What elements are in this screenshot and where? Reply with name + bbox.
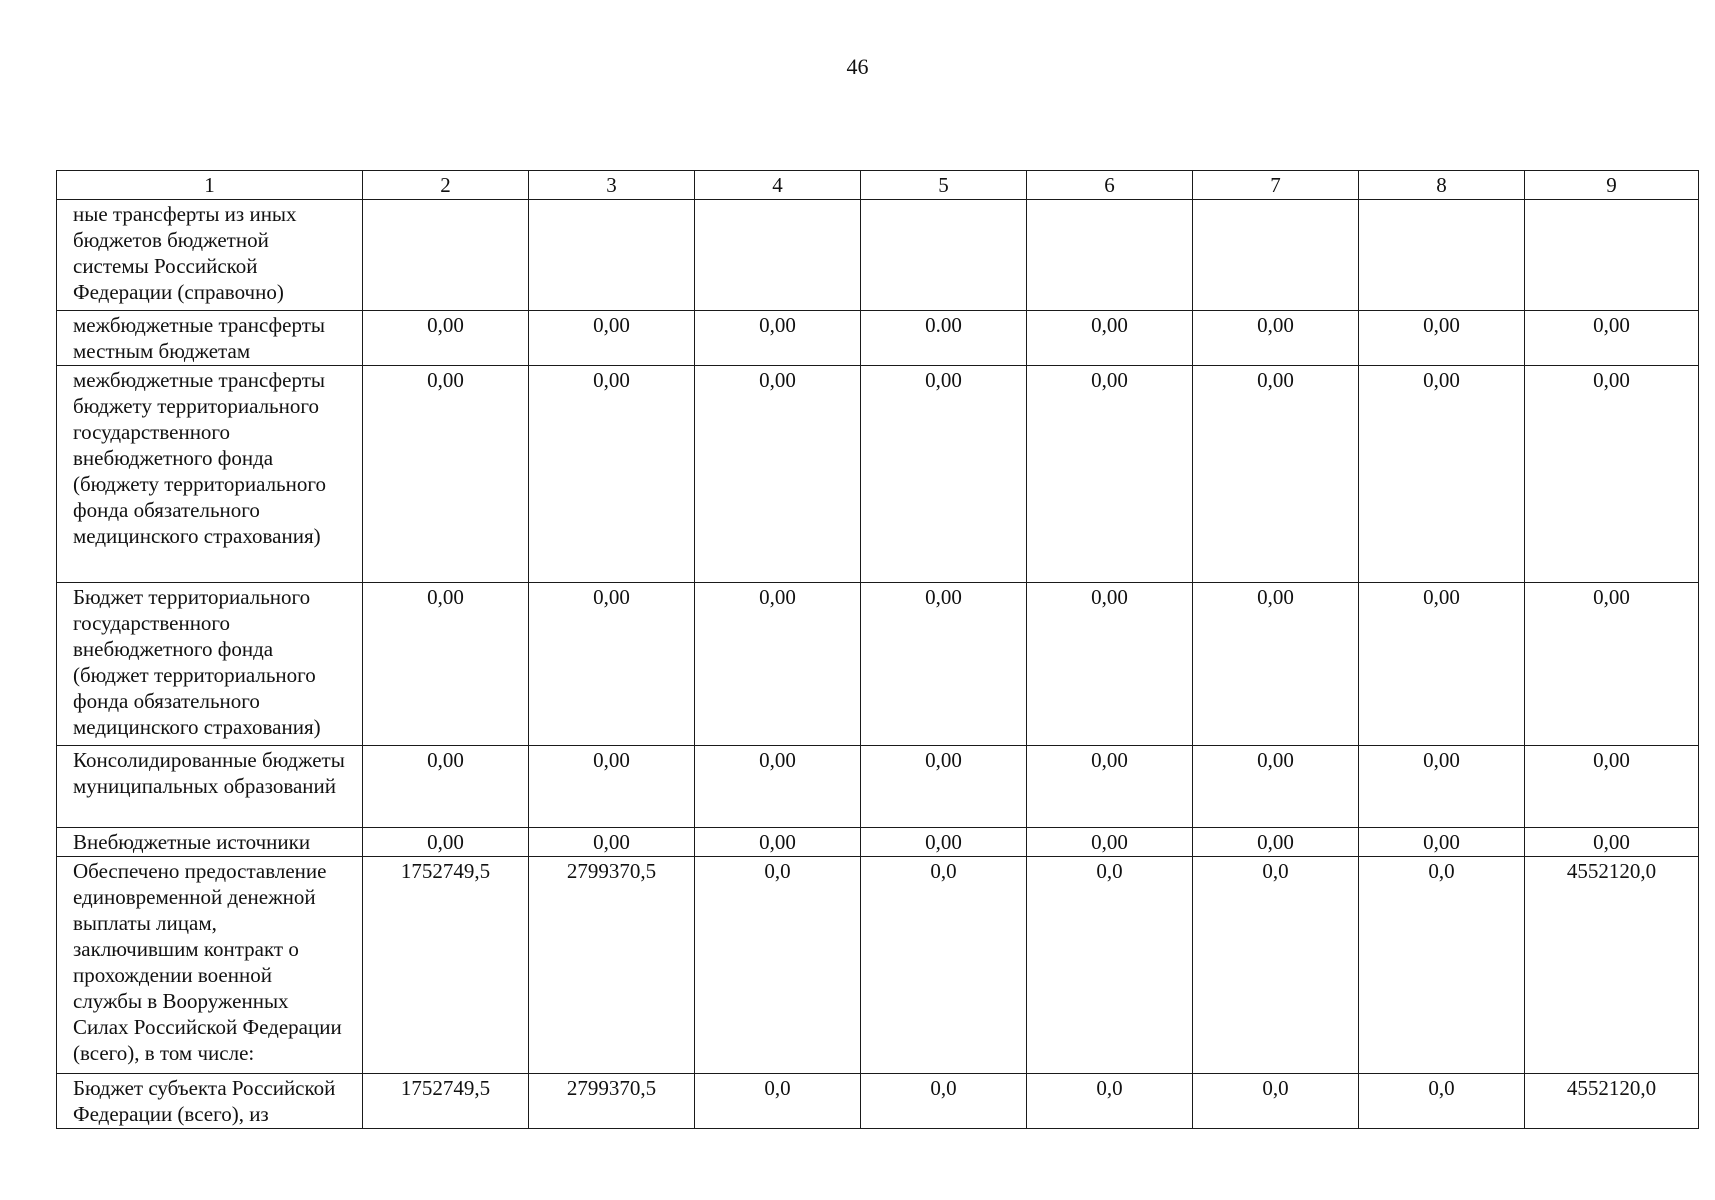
cell-value: 0,00: [529, 583, 695, 746]
cell-value: 0,0: [1359, 1074, 1525, 1129]
cell-value: 0,00: [1193, 746, 1359, 828]
cell-value: 0,00: [1027, 583, 1193, 746]
cell-value: 0,00: [1359, 583, 1525, 746]
cell-value: 0,00: [529, 828, 695, 857]
cell-value: 0,00: [1525, 828, 1699, 857]
cell-value: 0,00: [1359, 366, 1525, 583]
column-header: 4: [695, 171, 861, 200]
table-row: [57, 583, 1699, 746]
cell-value: 0,0: [1359, 857, 1525, 1074]
row-label: Обеспечено предоставление единовременной денежной выплаты лицам, заключившим контракт о прохождении военной службы в Вооруженных Силах Российской Федерации (всего), в том числе:: [57, 857, 363, 1074]
cell-value: 0,00: [695, 746, 861, 828]
cell-value: 0,0: [1193, 857, 1359, 1074]
cell-value: 0,00: [861, 366, 1027, 583]
cell-value: 0,00: [1193, 311, 1359, 366]
cell-value: 0,00: [861, 583, 1027, 746]
cell-value: 0,00: [1193, 366, 1359, 583]
cell-value: 0,00: [1525, 366, 1699, 583]
table-row: [57, 746, 1699, 828]
cell-value: 0,00: [529, 746, 695, 828]
cell-value: 0,00: [363, 311, 529, 366]
table-row: [57, 828, 1699, 857]
table-row: [57, 366, 1699, 583]
row-label: межбюджетные трансферты местным бюджетам: [57, 311, 363, 366]
cell-value: 0,00: [363, 583, 529, 746]
table-row: [57, 857, 1699, 1074]
cell-value: 0,00: [1525, 583, 1699, 746]
cell-value: [363, 200, 529, 311]
cell-value: 0,00: [1359, 746, 1525, 828]
cell-value: 0,00: [363, 366, 529, 583]
cell-value: 0,00: [1193, 583, 1359, 746]
cell-value: 0,0: [861, 1074, 1027, 1129]
row-label: межбюджетные трансферты бюджету территориального государственного внебюджетного фонда (бюджету территориального фонда обязательного медицинского страхования): [57, 366, 363, 583]
cell-value: [1193, 200, 1359, 311]
cell-value: 0.00: [861, 311, 1027, 366]
cell-value: [1525, 200, 1699, 311]
row-label: Бюджет субъекта Российской Федерации (всего), из: [57, 1074, 363, 1129]
page-number: 46: [846, 54, 869, 79]
cell-value: 0,00: [1525, 746, 1699, 828]
cell-value: 4552120,0: [1525, 1074, 1699, 1129]
cell-value: [861, 200, 1027, 311]
cell-value: 2799370,5: [529, 1074, 695, 1129]
cell-value: [1359, 200, 1525, 311]
column-header: 5: [861, 171, 1027, 200]
column-header: 1: [57, 171, 363, 200]
cell-value: 0,00: [1525, 311, 1699, 366]
table-row: [57, 311, 1699, 366]
cell-value: [695, 200, 861, 311]
cell-value: 0,00: [529, 366, 695, 583]
cell-value: 0,0: [695, 1074, 861, 1129]
table-row: [57, 200, 1699, 311]
column-header: 7: [1193, 171, 1359, 200]
cell-value: 0,00: [1027, 746, 1193, 828]
cell-value: 0,0: [695, 857, 861, 1074]
cell-value: 0,0: [1193, 1074, 1359, 1129]
cell-value: 0,00: [861, 828, 1027, 857]
cell-value: 0,00: [1359, 311, 1525, 366]
cell-value: 0,00: [1027, 366, 1193, 583]
row-label: Бюджет территориального государственного внебюджетного фонда (бюджет территориального фонда обязательного медицинского страхования): [57, 583, 363, 746]
cell-value: 1752749,5: [363, 1074, 529, 1129]
header-row: [57, 171, 1699, 200]
cell-value: [529, 200, 695, 311]
column-header: 6: [1027, 171, 1193, 200]
cell-value: 1752749,5: [363, 857, 529, 1074]
cell-value: 0,00: [363, 828, 529, 857]
row-label: Консолидированные бюджеты муниципальных образований: [57, 746, 363, 828]
cell-value: 0,00: [1027, 311, 1193, 366]
cell-value: 0,00: [529, 311, 695, 366]
budget-table: [56, 170, 1699, 1129]
cell-value: 0,00: [695, 583, 861, 746]
cell-value: 0,0: [1027, 857, 1193, 1074]
column-header: 9: [1525, 171, 1699, 200]
cell-value: 0,00: [363, 746, 529, 828]
cell-value: 0,00: [695, 311, 861, 366]
cell-value: 0,0: [861, 857, 1027, 1074]
cell-value: 4552120,0: [1525, 857, 1699, 1074]
table-row: [57, 1074, 1699, 1129]
cell-value: 0,0: [1027, 1074, 1193, 1129]
cell-value: 0,00: [695, 366, 861, 583]
row-label: ные трансферты из иных бюджетов бюджетной системы Российской Федерации (справочно): [57, 200, 363, 311]
cell-value: [1027, 200, 1193, 311]
column-header: 2: [363, 171, 529, 200]
cell-value: 0,00: [1359, 828, 1525, 857]
cell-value: 0,00: [695, 828, 861, 857]
cell-value: 0,00: [1027, 828, 1193, 857]
column-header: 3: [529, 171, 695, 200]
column-header: 8: [1359, 171, 1525, 200]
cell-value: 0,00: [1193, 828, 1359, 857]
cell-value: 2799370,5: [529, 857, 695, 1074]
row-label: Внебюджетные источники: [57, 828, 363, 857]
cell-value: 0,00: [861, 746, 1027, 828]
